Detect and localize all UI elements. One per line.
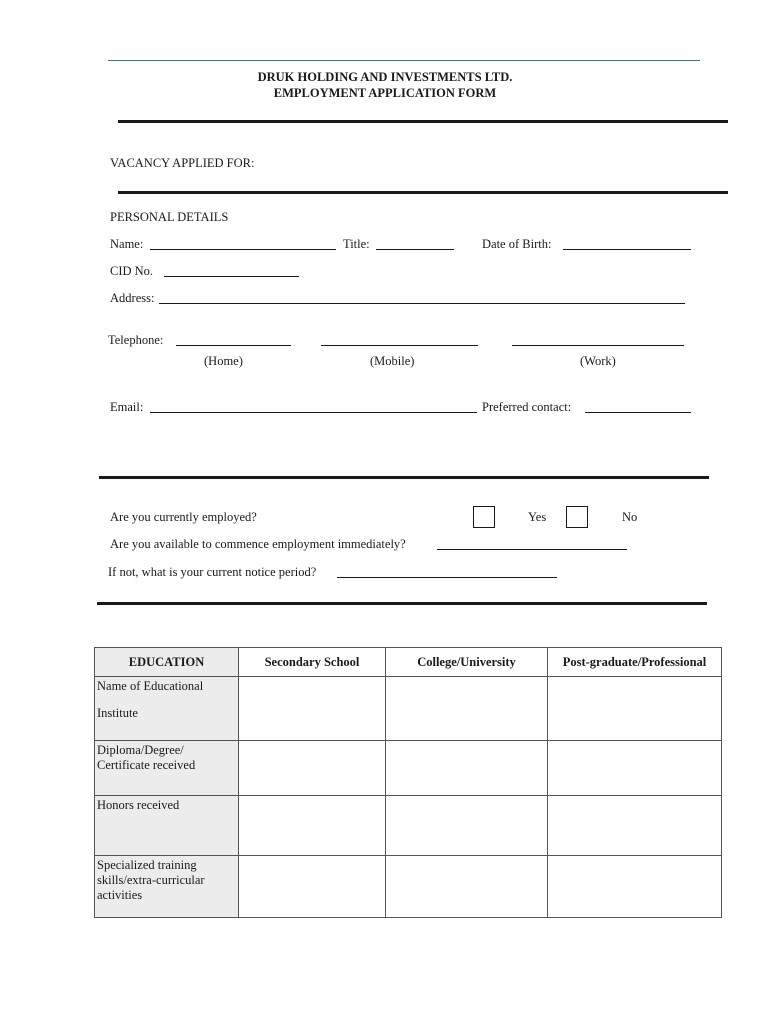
college-training-cell[interactable] xyxy=(386,856,548,918)
no-label: No xyxy=(622,510,638,524)
secondary-honors-cell[interactable] xyxy=(239,796,386,856)
postgrad-training-cell[interactable] xyxy=(548,856,722,918)
education-header: EDUCATION xyxy=(95,648,239,677)
work-caption: (Work) xyxy=(580,354,616,368)
section-divider xyxy=(118,120,728,123)
dob-field[interactable] xyxy=(563,237,691,250)
row-label-honors xyxy=(95,796,239,856)
postgrad-diploma-cell[interactable] xyxy=(548,741,722,796)
row-label-text: Honors received xyxy=(97,798,180,812)
form-title: EMPLOYMENT APPLICATION FORM xyxy=(273,86,497,100)
secondary-institute-cell[interactable] xyxy=(239,677,386,741)
table-row xyxy=(95,796,722,856)
yes-checkbox[interactable] xyxy=(473,506,495,528)
telephone-home-field[interactable] xyxy=(176,333,291,346)
notice-question: If not, what is your current notice period? xyxy=(108,565,317,579)
vacancy-label: VACANCY APPLIED FOR: xyxy=(110,156,255,170)
employed-question: Are you currently employed? xyxy=(110,510,257,524)
table-row xyxy=(95,741,722,796)
cid-label: CID No. xyxy=(110,264,154,278)
secondary-training-cell[interactable] xyxy=(239,856,386,918)
row-label-training xyxy=(95,856,239,918)
cid-field[interactable] xyxy=(164,264,299,277)
college-university-header: College/University xyxy=(386,648,548,677)
dob-label: Date of Birth: xyxy=(482,237,552,251)
postgrad-honors-cell[interactable] xyxy=(548,796,722,856)
row-label-text: Specialized training xyxy=(97,858,197,872)
section-divider xyxy=(118,191,728,194)
row-label-text: Certificate received xyxy=(97,758,196,772)
preferred-contact-field[interactable] xyxy=(585,400,691,413)
notice-field[interactable] xyxy=(337,565,557,578)
company-name: DRUK HOLDING AND INVESTMENTS LTD. xyxy=(257,70,513,84)
available-field[interactable] xyxy=(437,537,627,550)
table-header-row xyxy=(95,648,722,677)
row-label-text: Institute xyxy=(97,706,138,720)
name-field[interactable] xyxy=(150,237,336,250)
no-checkbox[interactable] xyxy=(566,506,588,528)
row-label-diploma xyxy=(95,741,239,796)
telephone-mobile-field[interactable] xyxy=(321,333,478,346)
college-honors-cell[interactable] xyxy=(386,796,548,856)
mobile-caption: (Mobile) xyxy=(370,354,415,368)
address-field[interactable] xyxy=(159,291,685,304)
table-row xyxy=(95,677,722,741)
yes-label: Yes xyxy=(528,510,547,524)
row-label-text: activities xyxy=(97,888,143,902)
title-field[interactable] xyxy=(376,237,454,250)
telephone-work-field[interactable] xyxy=(512,333,684,346)
row-label-text: skills/extra-curricular xyxy=(97,873,205,887)
education-table xyxy=(94,647,722,918)
name-label: Name: xyxy=(110,237,144,251)
email-field[interactable] xyxy=(150,400,477,413)
table-row xyxy=(95,856,722,918)
secondary-school-header: Secondary School xyxy=(239,648,386,677)
home-caption: (Home) xyxy=(204,354,243,368)
personal-details-title: PERSONAL DETAILS xyxy=(110,210,229,224)
title-label: Title: xyxy=(343,237,370,251)
secondary-diploma-cell[interactable] xyxy=(239,741,386,796)
section-divider xyxy=(97,602,707,605)
top-divider xyxy=(108,60,700,61)
postgraduate-header: Post-graduate/Professional xyxy=(548,648,722,677)
address-label: Address: xyxy=(110,291,155,305)
email-label: Email: xyxy=(110,400,144,414)
preferred-contact-label: Preferred contact: xyxy=(482,400,572,414)
college-diploma-cell[interactable] xyxy=(386,741,548,796)
section-divider xyxy=(99,476,709,479)
row-label-text: Diploma/Degree/ xyxy=(97,743,184,757)
row-label-institute xyxy=(95,677,239,741)
college-institute-cell[interactable] xyxy=(386,677,548,741)
postgrad-institute-cell[interactable] xyxy=(548,677,722,741)
available-question: Are you available to commence employment immediately? xyxy=(110,537,406,551)
row-label-text: Name of Educational xyxy=(97,679,204,693)
telephone-label: Telephone: xyxy=(108,333,164,347)
